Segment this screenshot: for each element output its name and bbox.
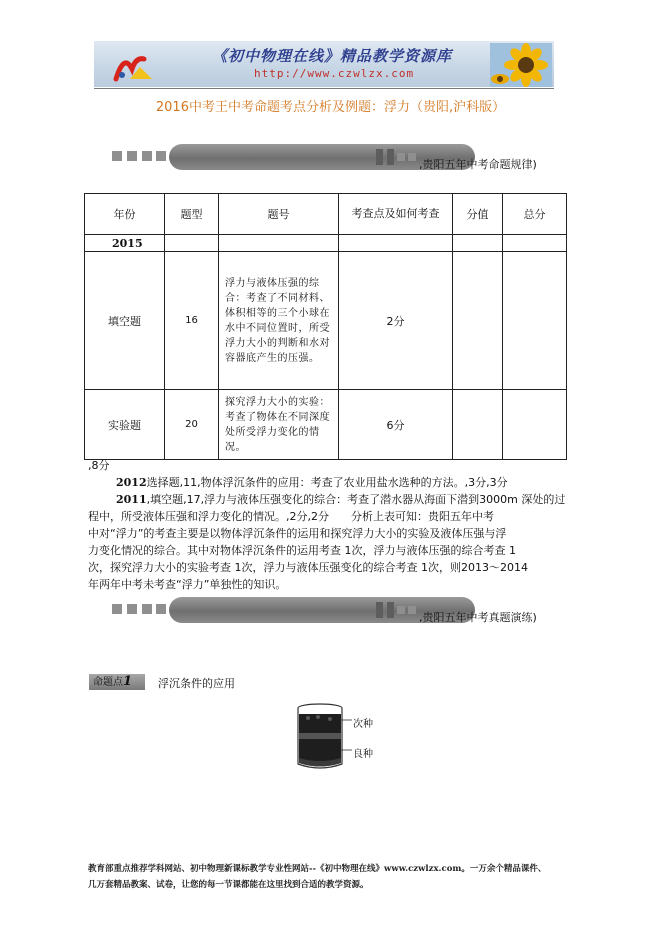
site-logo-icon (110, 49, 158, 83)
score-cell: 6分 (339, 390, 453, 460)
line-text: 选择题,11,物体浮沉条件的应用：考查了农业用盐水选种的方法。,3分,3分 (146, 476, 508, 489)
table-header-row (85, 194, 567, 235)
text-paragraph (88, 491, 568, 525)
header-total: 总分 (503, 194, 567, 235)
text-line: 中对“浮力”的考查主要是以物体浮沉条件的运用和探究浮力大小的实验及液体压强与浮 (88, 527, 507, 540)
header-score: 分值 (453, 194, 503, 235)
header-year: 年份 (85, 194, 165, 235)
empty-cell (453, 390, 503, 460)
type-cell: 实验题 (85, 390, 165, 460)
footer-line: 几万套精品教案、试卷，让您的每一节课都能在这里找到合适的教学资源。 (88, 880, 369, 890)
banner-title: 《初中物理在线》精品教学资源库 (212, 47, 453, 65)
label-good-seed: 良种 (353, 749, 373, 760)
table-row (85, 252, 567, 390)
section-label: ,贵阳五年中考命题规律) (419, 158, 537, 171)
desc-cell: 探究浮力大小的实验：考查了物体在不同深度处所受浮力变化的情况。 (219, 390, 339, 460)
line-text: 分析上表可知：贵阳五年中考 (351, 510, 494, 523)
number-cell: 16 (165, 252, 219, 390)
type-cell: 填空题 (85, 252, 165, 390)
decor-square (112, 151, 122, 161)
empty-cell (453, 252, 503, 390)
decor-bar (387, 149, 394, 165)
text-line: 力变化情况的综合。其中对物体浮沉条件的运用考查 1次，浮力与液体压强的综合考查 1 (88, 544, 516, 557)
beaker-figure (290, 700, 380, 776)
empty-cell (165, 235, 219, 252)
section-label: ,贵阳五年中考真题演练) (419, 611, 537, 624)
empty-cell (503, 252, 567, 390)
decor-square (397, 153, 405, 161)
decor-bar (387, 602, 394, 618)
empty-cell (453, 235, 503, 252)
badge-number: 1 (123, 674, 133, 689)
exam-table (84, 193, 567, 460)
empty-cell (503, 390, 567, 460)
header-banner (94, 41, 554, 87)
page-footer (88, 861, 578, 893)
year-label: 2012 (116, 476, 147, 489)
topic-title: 浮沉条件的应用 (158, 677, 235, 690)
number-cell: 20 (165, 390, 219, 460)
decor-bar (376, 602, 383, 618)
header-type: 题型 (165, 194, 219, 235)
decor-square (142, 604, 152, 614)
decor-square (142, 151, 152, 161)
topic-badge (89, 674, 145, 690)
badge-prefix: 命题点 (93, 677, 123, 688)
empty-cell (219, 235, 339, 252)
decor-square (156, 604, 166, 614)
text-line: ,8分 (88, 459, 110, 472)
header-number: 题号 (219, 194, 339, 235)
decor-square (408, 606, 416, 614)
decor-square (127, 151, 137, 161)
table-row (85, 390, 567, 460)
decor-square (156, 151, 166, 161)
page-title: 2016中考王中考命题考点分析及例题：浮力（贵阳,沪科版） (155, 100, 506, 115)
decor-square (127, 604, 137, 614)
beaker-icon (298, 704, 342, 768)
decor-bar (376, 149, 383, 165)
table-row (85, 235, 567, 252)
label-poor-seed: 次种 (353, 719, 373, 730)
line-text: ,填空题,17,浮力与液体压强变化的综合：考查了潜水器从海面下潜到3000m 深处的过程中，所受液体压强和浮力变化的情况。,2分,2分 (88, 493, 566, 523)
decor-square (408, 153, 416, 161)
empty-cell (339, 235, 453, 252)
banner-divider (94, 88, 554, 89)
text-line: 年两年中考未考查“浮力”单独性的知识。 (88, 578, 287, 591)
year-cell: 2015 (85, 235, 165, 252)
empty-cell (503, 235, 567, 252)
year-label: 2011 (116, 493, 147, 506)
banner-url[interactable]: http://www.czwlzx.com (254, 67, 415, 80)
decor-square (397, 606, 405, 614)
text-line (116, 474, 596, 491)
header-topic-text: 考查点及如何考查 (351, 207, 440, 220)
header-topic (339, 194, 453, 235)
desc-cell: 浮力与液体压强的综合：考查了不同材料、体积相等的三个小球在水中不同位置时，所受浮力大小的判断和水对容器底产生的压强。 (219, 252, 339, 390)
footer-line: 教育部重点推荐学科网站、初中物理新课标教学专业性网站--《初中物理在线》www.czwlzx.com。一万余个精品课件、 (88, 864, 547, 874)
text-line: 次，探究浮力大小的实验考查 1次，浮力与液体压强变化的综合考查 1次，则2013～2014 (88, 561, 528, 574)
score-cell: 2分 (339, 252, 453, 390)
sunflower-icon (490, 43, 552, 87)
decor-square (112, 604, 122, 614)
